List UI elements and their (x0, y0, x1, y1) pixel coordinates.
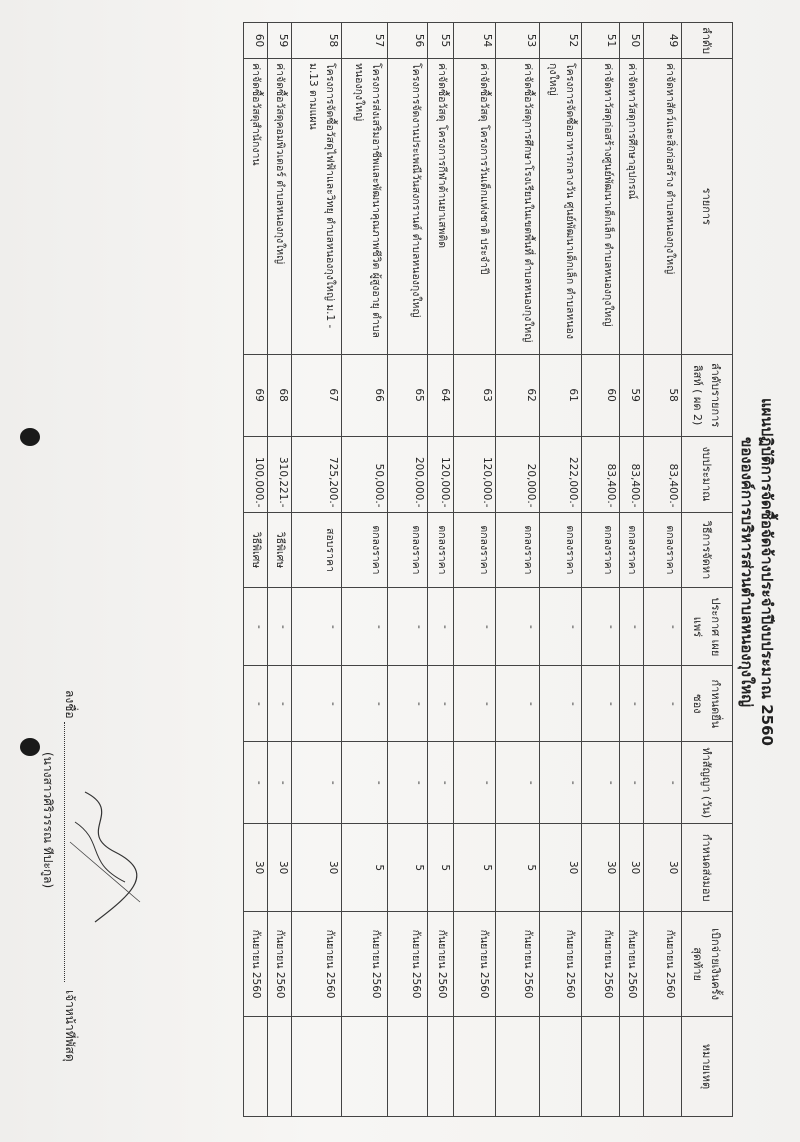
table-row (540, 23, 582, 1117)
cell-deliver: 5 (388, 824, 428, 912)
cell-deliver: 5 (342, 824, 388, 912)
cell-contract: - (428, 742, 454, 824)
signature-position: เจ้าหน้าที่พัสดุ (63, 990, 77, 1062)
cell-item: ค่าจัดซื้อวัสดุ โครงการกีฬาต้านยาเสพติด (428, 59, 454, 355)
cell-deliver: 5 (496, 824, 540, 912)
cell-ref: 60 (582, 354, 620, 436)
cell-budget: 100,000.- (244, 436, 268, 512)
table-row (342, 23, 388, 1117)
cell-submit: - (388, 666, 428, 742)
cell-no: 60 (244, 23, 268, 59)
signature-line (64, 722, 79, 982)
cell-method: ตกลงราคา (496, 512, 540, 588)
cell-no: 56 (388, 23, 428, 59)
cell-no: 49 (644, 23, 682, 59)
cell-contract: - (496, 742, 540, 824)
cell-method: ตกลงราคา (540, 512, 582, 588)
cell-contract: - (644, 742, 682, 824)
cell-contract: - (582, 742, 620, 824)
cell-deliver: 30 (540, 824, 582, 912)
cell-note (496, 1017, 540, 1117)
cell-note (268, 1017, 292, 1117)
cell-item: โครงการจัดงานประเพณีวันสงกรานต์ ตำบลหนองกุงใหญ่ (388, 59, 428, 355)
cell-ref: 69 (244, 354, 268, 436)
cell-announce: - (620, 588, 644, 666)
cell-note (454, 1017, 496, 1117)
cell-pay: กันยายน 2560 (540, 912, 582, 1017)
column-header: กำหนดยื่นซอง (682, 666, 733, 742)
cell-submit: - (342, 666, 388, 742)
cell-budget: 120,000.- (454, 436, 496, 512)
cell-item: ค่าจัดหาสัตว์และสิ่งก่อสร้าง ตำบลหนองกุงใหญ่ (644, 59, 682, 355)
cell-item: ค่าจัดซื้อวัสดุ โครงการวันเด็กแห่งชาติ ประจำปี (454, 59, 496, 355)
cell-item: ค่าจัดซื้อวัสดุคอมพิวเตอร์ ตำบลหนองกุงใหญ่ (268, 59, 292, 355)
cell-method: ตกลงราคา (428, 512, 454, 588)
cell-contract: - (540, 742, 582, 824)
table-row (644, 23, 682, 1117)
cell-no: 58 (292, 23, 342, 59)
cell-item: โครงการจัดซื้อวัสดุไฟฟ้าและวิทยุ ตำบลหนองกุงใหญ่ ม.1 - ม.13 ตามแผน (292, 59, 342, 355)
table-row (496, 23, 540, 1117)
table-header-row (682, 23, 733, 1117)
cell-budget: 50,000.- (342, 436, 388, 512)
cell-contract: - (268, 742, 292, 824)
cell-pay: กันยายน 2560 (496, 912, 540, 1017)
cell-announce: - (428, 588, 454, 666)
column-header: หมายเหตุ (682, 1017, 733, 1117)
cell-method: ตกลงราคา (388, 512, 428, 588)
cell-submit: - (496, 666, 540, 742)
cell-method: ตกลงราคา (342, 512, 388, 588)
cell-budget: 200,000.- (388, 436, 428, 512)
cell-deliver: 5 (428, 824, 454, 912)
signature-name: (นางสาวศิริวรรณ ทีปะกูล) (41, 752, 55, 889)
cell-ref: 66 (342, 354, 388, 436)
cell-submit: - (244, 666, 268, 742)
cell-note (342, 1017, 388, 1117)
cell-submit: - (292, 666, 342, 742)
cell-deliver: 30 (644, 824, 682, 912)
cell-item: ค่าจัดหาวัสดุก่อสร้างศูนย์พัฒนาเด็กเล็ก ตำบลหนองกุงใหญ่ (582, 59, 620, 355)
cell-no: 55 (428, 23, 454, 59)
cell-deliver: 30 (620, 824, 644, 912)
cell-no: 50 (620, 23, 644, 59)
rotated-document-page (25, 22, 785, 1122)
cell-budget: 83,400.- (620, 436, 644, 512)
cell-submit: - (454, 666, 496, 742)
table-row (582, 23, 620, 1117)
cell-item: ค่าจัดซื้อวัสดุการศึกษาโรงเรียนในเขตพื้นที่ ตำบลหนองกุงใหญ่ (496, 59, 540, 355)
column-header: รายการ (682, 59, 733, 355)
cell-ref: 62 (496, 354, 540, 436)
cell-announce: - (582, 588, 620, 666)
table-row (620, 23, 644, 1117)
cell-budget: 725,200.- (292, 436, 342, 512)
cell-contract: - (342, 742, 388, 824)
cell-method: วิธีพิเศษ (268, 512, 292, 588)
cell-no: 53 (496, 23, 540, 59)
cell-budget: 310,221.- (268, 436, 292, 512)
cell-note (292, 1017, 342, 1117)
column-header: ลำดับรายการ ลิสท์ ( ผด 2) (682, 354, 733, 436)
cell-ref: 64 (428, 354, 454, 436)
document-title: แผนปฏิบัติการจัดซื้อจัดจ้างประจำปีงบประมาณ 2560 (758, 398, 776, 746)
cell-deliver: 30 (244, 824, 268, 912)
cell-ref: 65 (388, 354, 428, 436)
cell-ref: 63 (454, 354, 496, 436)
cell-pay: กันยายน 2560 (428, 912, 454, 1017)
cell-item: โครงการจัดซื้ออาหารกลางวัน ศูนย์พัฒนาเด็กเล็ก ตำบลหนองกุงใหญ่ (540, 59, 582, 355)
cell-pay: กันยายน 2560 (244, 912, 268, 1017)
cell-announce: - (644, 588, 682, 666)
cell-note (244, 1017, 268, 1117)
cell-pay: กันยายน 2560 (454, 912, 496, 1017)
cell-contract: - (620, 742, 644, 824)
signature-label: ลงชื่อ (63, 690, 77, 719)
column-header: วิธีการจัดหา (682, 512, 733, 588)
cell-note (644, 1017, 682, 1117)
cell-method: สอบราคา (292, 512, 342, 588)
column-header: เบิกจ่ายเงินครั้งสุดท้าย (682, 912, 733, 1017)
cell-deliver: 30 (292, 824, 342, 912)
cell-pay: กันยายน 2560 (582, 912, 620, 1017)
cell-pay: กันยายน 2560 (292, 912, 342, 1017)
cell-announce: - (244, 588, 268, 666)
cell-submit: - (582, 666, 620, 742)
cell-item: ค่าจัดหาวัสดุการศึกษาอุปกรณ์ (620, 59, 644, 355)
cell-deliver: 5 (454, 824, 496, 912)
cell-ref: 59 (620, 354, 644, 436)
cell-submit: - (428, 666, 454, 742)
cell-submit: - (540, 666, 582, 742)
cell-announce: - (388, 588, 428, 666)
cell-item: ค่าจัดซื้อวัสดุสำนักงาน (244, 59, 268, 355)
cell-budget: 83,400.- (582, 436, 620, 512)
cell-announce: - (454, 588, 496, 666)
cell-method: วิธีพิเศษ (244, 512, 268, 588)
column-header: กำหนดส่งมอบ (682, 824, 733, 912)
column-header: ทำสัญญา (วัน) (682, 742, 733, 824)
table-row (244, 23, 268, 1117)
cell-submit: - (620, 666, 644, 742)
cell-pay: กันยายน 2560 (620, 912, 644, 1017)
cell-submit: - (268, 666, 292, 742)
cell-pay: กันยายน 2560 (342, 912, 388, 1017)
table-row (454, 23, 496, 1117)
cell-method: ตกลงราคา (454, 512, 496, 588)
table-row (268, 23, 292, 1117)
cell-contract: - (244, 742, 268, 824)
cell-deliver: 30 (268, 824, 292, 912)
column-header: ประกาศ เผยแพร่ (682, 588, 733, 666)
cell-pay: กันยายน 2560 (268, 912, 292, 1017)
cell-announce: - (292, 588, 342, 666)
cell-method: ตกลงราคา (582, 512, 620, 588)
cell-deliver: 30 (582, 824, 620, 912)
cell-no: 51 (582, 23, 620, 59)
column-header: ลำดับ (682, 23, 733, 59)
cell-ref: 61 (540, 354, 582, 436)
cell-contract: - (292, 742, 342, 824)
cell-method: ตกลงราคา (620, 512, 644, 588)
cell-note (620, 1017, 644, 1117)
cell-note (582, 1017, 620, 1117)
cell-no: 54 (454, 23, 496, 59)
cell-method: ตกลงราคา (644, 512, 682, 588)
cell-contract: - (388, 742, 428, 824)
cell-budget: 20,000.- (496, 436, 540, 512)
cell-pay: กันยายน 2560 (388, 912, 428, 1017)
procurement-table (243, 22, 733, 1117)
cell-note (540, 1017, 582, 1117)
cell-budget: 83,400.- (644, 436, 682, 512)
cell-announce: - (540, 588, 582, 666)
cell-announce: - (268, 588, 292, 666)
document-subtitle: ขององค์การบริหารส่วนตำบลหนองกุงใหญ่ (738, 436, 756, 708)
cell-announce: - (496, 588, 540, 666)
cell-ref: 67 (292, 354, 342, 436)
cell-budget: 222,000.- (540, 436, 582, 512)
table-body (244, 23, 682, 1117)
cell-no: 59 (268, 23, 292, 59)
cell-announce: - (342, 588, 388, 666)
cell-submit: - (644, 666, 682, 742)
cell-ref: 68 (268, 354, 292, 436)
cell-item: โครงการส่งเสริมอาชีพและพัฒนาคุณภาพชีวิต ผู้สูงอายุ ตำบลหนองกุงใหญ่ (342, 59, 388, 355)
table-row (428, 23, 454, 1117)
cell-ref: 58 (644, 354, 682, 436)
table-row (388, 23, 428, 1117)
cell-note (388, 1017, 428, 1117)
cell-contract: - (454, 742, 496, 824)
cell-no: 52 (540, 23, 582, 59)
cell-no: 57 (342, 23, 388, 59)
cell-pay: กันยายน 2560 (644, 912, 682, 1017)
cell-budget: 120,000.- (428, 436, 454, 512)
cell-note (428, 1017, 454, 1117)
column-header: งบประมาณ (682, 436, 733, 512)
table-row (292, 23, 342, 1117)
